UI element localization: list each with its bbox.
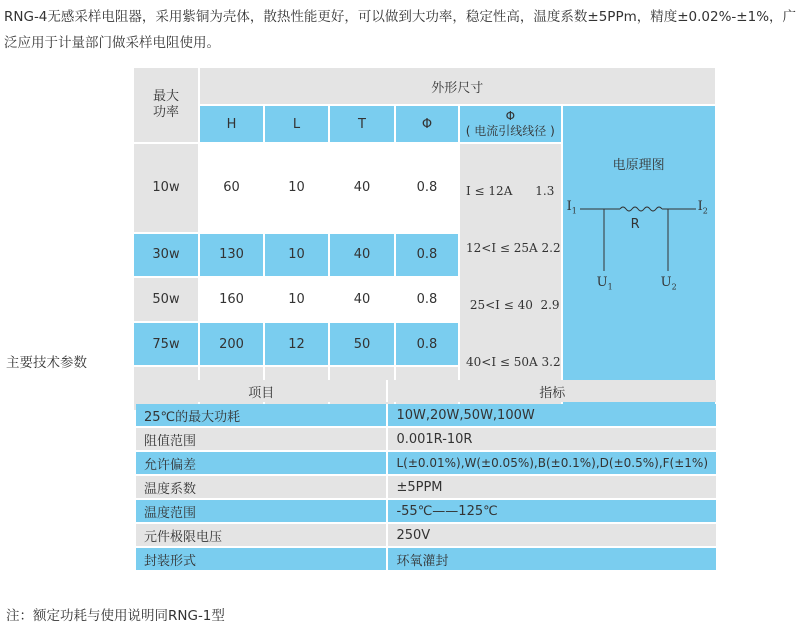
row-phi: 0.8: [396, 323, 458, 366]
spec-row: [136, 452, 716, 474]
label-i2: $I_2$: [697, 199, 708, 216]
row-H: 200: [200, 323, 263, 366]
phi-header: [460, 106, 561, 142]
circuit-diagram: [564, 195, 714, 305]
footnote: 注：额定功耗与使用说明同RNG-1型: [6, 608, 225, 624]
circuit-svg: [564, 195, 714, 305]
wire-gauge-cell: [460, 144, 561, 410]
spec-value: 10W,20W,50W,100W: [386, 404, 716, 426]
spec-title: 主要技术参数: [6, 355, 87, 371]
row-power: 10w: [134, 144, 198, 232]
circuit-title: 电原理图: [612, 158, 665, 173]
dimensions-table: [132, 66, 717, 412]
wire-line: I ≤ 12A 1.3: [466, 184, 555, 198]
spec-item: 温度系数: [136, 476, 386, 498]
wire-line: 25<I ≤ 40 2.9: [466, 298, 560, 312]
row-L: 10: [265, 278, 328, 321]
spec-row: [136, 476, 716, 498]
row-H: 60: [200, 144, 263, 232]
row-power: 75w: [134, 323, 198, 366]
row-power: 50w: [134, 278, 198, 321]
row-phi: 0.8: [396, 144, 458, 232]
spec-header-row: [136, 380, 716, 402]
col-phi-header: Φ: [396, 106, 458, 142]
intro-paragraph: RNG-4无感采样电阻器，采用紫铜为壳体，散热性能更好，可以做到大功率，稳定性高，温度系数±5PPm，精度±0.02%-±1%，广泛应用于计量部门做采样电阻使用。: [4, 9, 797, 51]
row-power: 30w: [134, 234, 198, 277]
row-phi: 0.8: [396, 234, 458, 277]
spec-header-value: 指标: [386, 380, 716, 402]
col-L-header: L: [265, 106, 328, 142]
phi-symbol: Φ: [505, 109, 516, 123]
row-phi: 0.8: [396, 278, 458, 321]
phi-subtitle: ( 电流引线线径 ): [465, 124, 555, 138]
row-T: 40: [330, 278, 394, 321]
row-L: 10: [265, 234, 328, 277]
label-r: R: [630, 217, 640, 232]
row-T: 40: [330, 144, 394, 232]
spec-item: 温度范围: [136, 500, 386, 522]
col-H-header: H: [200, 106, 263, 142]
wire-line: 12<I ≤ 25A 2.2: [466, 241, 561, 255]
spec-item: 元件极限电压: [136, 524, 386, 546]
resistor-zigzag: [620, 207, 662, 211]
spec-value: 环氧灌封: [386, 548, 716, 570]
col-T-header: T: [330, 106, 394, 142]
max-power-header: 最大 功率: [134, 68, 198, 142]
row-L: 12: [265, 323, 328, 366]
spec-item: 允许偏差: [136, 452, 386, 474]
spec-item: 封装形式: [136, 548, 386, 570]
row-H: 130: [200, 234, 263, 277]
spec-table: [136, 378, 716, 572]
wire-line: 40<I ≤ 50A 3.2: [466, 355, 561, 369]
spec-value: 250V: [386, 524, 716, 546]
spec-header-item: 项目: [136, 380, 386, 402]
spec-value: L(±0.01%),W(±0.05%),B(±0.1%),D(±0.5%),F(±1%): [386, 452, 716, 474]
row-T: 40: [330, 234, 394, 277]
dims-header: 外形尺寸: [200, 68, 715, 104]
spec-row: [136, 548, 716, 570]
spec-value: -55℃——125℃: [386, 500, 716, 522]
label-u1: $U_1$: [596, 275, 613, 292]
row-T: 50: [330, 323, 394, 366]
label-i1: $I_1$: [566, 199, 577, 216]
row-H: 160: [200, 278, 263, 321]
spec-item: 阻值范围: [136, 428, 386, 450]
spec-value: ±5PPM: [386, 476, 716, 498]
spec-item: 25℃的最大功耗: [136, 404, 386, 426]
label-u2: $U_2$: [660, 275, 677, 292]
spec-row: [136, 404, 716, 426]
row-L: 10: [265, 144, 328, 232]
circuit-cell: [563, 106, 715, 410]
spec-row: [136, 500, 716, 522]
spec-row: [136, 428, 716, 450]
spec-value: 0.001R-10R: [386, 428, 716, 450]
spec-row: [136, 524, 716, 546]
